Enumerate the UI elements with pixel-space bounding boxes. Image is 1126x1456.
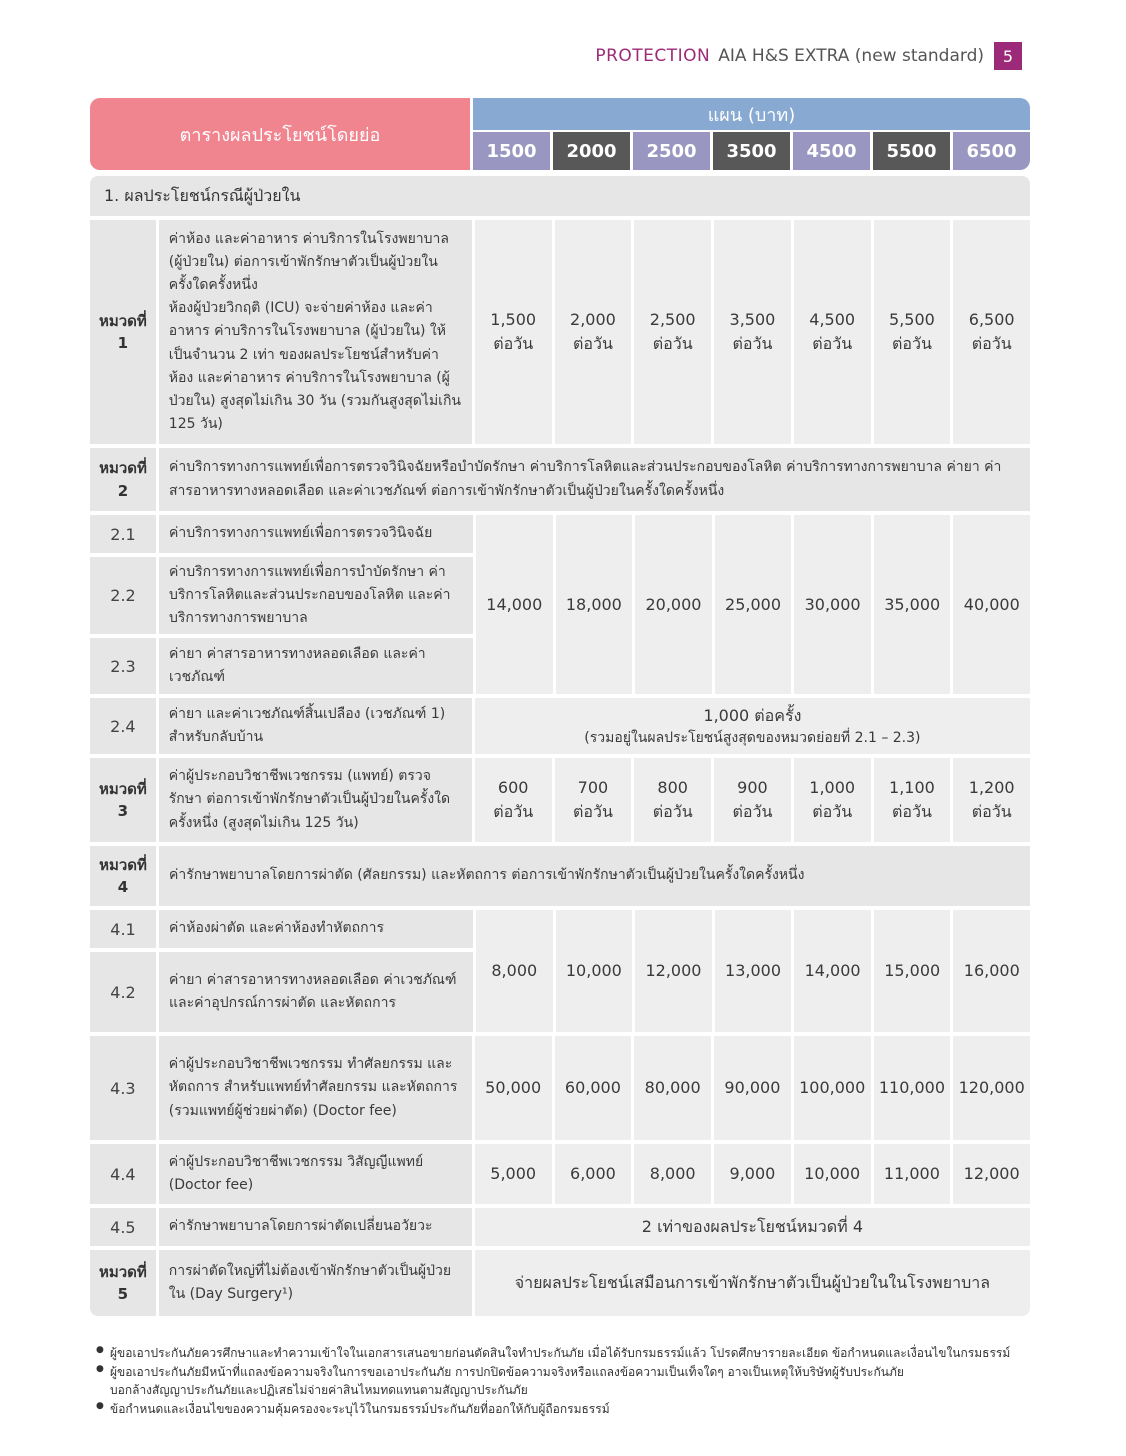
row-description: ค่ายา ค่าสารอาหารทางหลอดเลือด และค่าเวชภัณฑ์ bbox=[159, 638, 473, 694]
table-row bbox=[90, 448, 1030, 511]
spanned-value: จ่ายผลประโยชน์เสมือนการเข้าพักรักษาตัวเป็นผู้ป่วยในในโรงพยาบาล bbox=[475, 1250, 1030, 1316]
plan-col: 2000 bbox=[553, 132, 630, 170]
value-cell: 5,500 ต่อวัน bbox=[874, 220, 951, 444]
value-cell: 25,000 bbox=[715, 515, 792, 694]
value-cell: 10,000 bbox=[556, 910, 633, 1032]
row-description: ค่าผู้ประกอบวิชาชีพเวชกรรม ทำศัลยกรรม และหัตถการ สำหรับแพทย์ทำศัลยกรรม และหัตถการ (รวมแพทย์ผู้ช่วยผ่าตัด) (Doctor fee) bbox=[159, 1036, 472, 1140]
row-description: ค่าผู้ประกอบวิชาชีพเวชกรรม วิสัญญีแพทย์ (Doctor fee) bbox=[159, 1144, 472, 1204]
spanned-value: 1,000 ต่อครั้ง (รวมอยู่ในผลประโยชน์สูงสุดของหมวดย่อยที่ 2.1 – 2.3) bbox=[475, 698, 1030, 754]
table-row bbox=[90, 220, 1030, 444]
sub-number: 2.4 bbox=[90, 698, 156, 754]
value-cell: 1,500 ต่อวัน bbox=[475, 220, 552, 444]
spanned-value: 2 เท่าของผลประโยชน์หมวดที่ 4 bbox=[475, 1208, 1030, 1246]
row-description: ค่าบริการทางการแพทย์เพื่อการตรวจวินิจฉัย bbox=[159, 515, 473, 553]
footnote: ● ข้อกำหนดและเงื่อนไขของความคุ้มครองจะระบุไว้ในกรมธรรม์ประกันภัยที่ออกให้กับผู้ถือกรมธรรม์ bbox=[96, 1400, 1036, 1419]
value-cell: 6,500 ต่อวัน bbox=[953, 220, 1030, 444]
table-row bbox=[90, 846, 1030, 906]
benefit-table bbox=[90, 98, 1030, 1316]
table-row bbox=[90, 638, 473, 694]
value-cell: 4,500 ต่อวัน bbox=[794, 220, 871, 444]
value-cell: 5,000 bbox=[475, 1144, 552, 1204]
value-cell: 12,000 bbox=[635, 910, 712, 1032]
plan-col: 2500 bbox=[633, 132, 710, 170]
value-cell: 1,100 ต่อวัน bbox=[874, 758, 951, 842]
page-number: 5 bbox=[994, 42, 1022, 70]
row-description: ค่าบริการทางการแพทย์เพื่อการบำบัดรักษา ค่าบริการโลหิตและส่วนประกอบของโลหิต และค่าบริการทางการพยาบาล bbox=[159, 557, 473, 634]
value-cell: 8,000 bbox=[634, 1144, 711, 1204]
sub-number: 4.4 bbox=[90, 1144, 156, 1204]
sub-number: 4.1 bbox=[90, 910, 156, 948]
value-cell: 11,000 bbox=[874, 1144, 951, 1204]
value-cell: 15,000 bbox=[874, 910, 951, 1032]
row-description: ค่าผู้ประกอบวิชาชีพเวชกรรม (แพทย์) ตรวจรักษา ต่อการเข้าพักรักษาตัวเป็นผู้ป่วยในครั้งใดครั้งหนึ่ง (สูงสุดไม่เกิน 125 วัน) bbox=[159, 758, 472, 842]
footnote: ● ผู้ขอเอาประกันภัยควรศึกษาและทำความเข้าใจในเอกสารเสนอขายก่อนตัดสินใจทำประกันภัย เมื่อได้รับกรมธรรม์แล้ว โปรดศึกษารายละเอียด ข้อกำหนดและเงื่อนไขในกรมธรรม์ bbox=[96, 1344, 1036, 1363]
plan-col: 6500 bbox=[953, 132, 1030, 170]
row-description: ค่ารักษาพยาบาลโดยการผ่าตัดเปลี่ยนอวัยวะ bbox=[159, 1208, 472, 1246]
table-row bbox=[90, 1250, 1030, 1316]
value-cell: 8,000 bbox=[476, 910, 553, 1032]
footnote: ● ผู้ขอเอาประกันภัยมีหน้าที่แถลงข้อความจริงในการขอเอาประกันภัย การปกปิดข้อความจริงหรือแถลงข้อความเป็นเท็จใดๆ อาจเป็นเหตุให้บริษัทผู้รับประกันภัย บอกล้างสัญญาประกันภัยและปฏิเสธไม่จ่ายค่าสินไหมทดแทนตามสัญญาประกันภัย bbox=[96, 1363, 1036, 1400]
table-row bbox=[90, 1144, 1030, 1204]
table-row bbox=[90, 952, 473, 1032]
plan-header: แผน (บาท) bbox=[473, 98, 1030, 130]
value-cell: 12,000 bbox=[953, 1144, 1030, 1204]
sub-number: 2.3 bbox=[90, 638, 156, 694]
plan-columns bbox=[473, 132, 1030, 170]
value-cell: 100,000 bbox=[794, 1036, 871, 1140]
value-cell: 900 ต่อวัน bbox=[714, 758, 791, 842]
table-row bbox=[90, 1208, 1030, 1246]
value-cell: 1,200 ต่อวัน bbox=[953, 758, 1030, 842]
category-label: หมวดที่ 2 bbox=[90, 448, 156, 511]
value-cell: 110,000 bbox=[874, 1036, 951, 1140]
table-row bbox=[90, 758, 1030, 842]
table-row bbox=[90, 698, 1030, 754]
value-cell: 600 ต่อวัน bbox=[475, 758, 552, 842]
value-cell: 700 ต่อวัน bbox=[555, 758, 632, 842]
plan-col: 3500 bbox=[713, 132, 790, 170]
value-cell: 13,000 bbox=[715, 910, 792, 1032]
value-cell: 2,500 ต่อวัน bbox=[634, 220, 711, 444]
value-cell: 18,000 bbox=[556, 515, 633, 694]
table-header bbox=[90, 98, 1030, 170]
row-description: ค่ารักษาพยาบาลโดยการผ่าตัด (ศัลยกรรม) และหัตถการ ต่อการเข้าพักรักษาตัวเป็นผู้ป่วยในครั้งใดครั้งหนึ่ง bbox=[159, 846, 1030, 906]
value-cell: 50,000 bbox=[475, 1036, 552, 1140]
plan-col: 5500 bbox=[873, 132, 950, 170]
value-cell: 16,000 bbox=[953, 910, 1030, 1032]
row-group bbox=[90, 910, 1030, 1032]
value-cell: 35,000 bbox=[874, 515, 951, 694]
sub-number: 2.1 bbox=[90, 515, 156, 553]
value-cell: 90,000 bbox=[714, 1036, 791, 1140]
value-cell: 14,000 bbox=[476, 515, 553, 694]
value-cell: 60,000 bbox=[555, 1036, 632, 1140]
category-label: หมวดที่ 1 bbox=[90, 220, 156, 444]
value-cell: 20,000 bbox=[635, 515, 712, 694]
plan-col: 4500 bbox=[793, 132, 870, 170]
table-row bbox=[90, 910, 473, 948]
value-cell: 2,000 ต่อวัน bbox=[555, 220, 632, 444]
value-cell: 80,000 bbox=[634, 1036, 711, 1140]
brand-label: PROTECTION bbox=[595, 46, 711, 66]
section-title: 1. ผลประโยชน์กรณีผู้ป่วยใน bbox=[90, 176, 1030, 216]
category-label: หมวดที่ 3 bbox=[90, 758, 156, 842]
page-header bbox=[595, 42, 1022, 70]
value-cell: 800 ต่อวัน bbox=[634, 758, 711, 842]
sub-number: 4.5 bbox=[90, 1208, 156, 1246]
plan-col: 1500 bbox=[473, 132, 550, 170]
row-description: การผ่าตัดใหญ่ที่ไม่ต้องเข้าพักรักษาตัวเป็นผู้ป่วยใน (Day Surgery¹) bbox=[159, 1250, 472, 1316]
category-label: หมวดที่ 4 bbox=[90, 846, 156, 906]
value-cell: 30,000 bbox=[794, 515, 871, 694]
value-cell: 40,000 bbox=[953, 515, 1030, 694]
value-cell: 14,000 bbox=[794, 910, 871, 1032]
value-cell: 120,000 bbox=[953, 1036, 1030, 1140]
row-description: ค่ายา และค่าเวชภัณฑ์สิ้นเปลือง (เวชภัณฑ์ 1) สำหรับกลับบ้าน bbox=[159, 698, 472, 754]
table-row bbox=[90, 557, 473, 634]
row-group bbox=[90, 515, 1030, 694]
table-row bbox=[90, 515, 473, 553]
table-title: ตารางผลประโยชน์โดยย่อ bbox=[90, 98, 470, 170]
row-description: ค่าห้องผ่าตัด และค่าห้องทำหัตถการ bbox=[159, 910, 473, 948]
product-name: AIA H&S EXTRA (new standard) bbox=[718, 46, 984, 66]
value-cell: 3,500 ต่อวัน bbox=[714, 220, 791, 444]
sub-number: 2.2 bbox=[90, 557, 156, 634]
value-cell: 1,000 ต่อวัน bbox=[794, 758, 871, 842]
value-cell: 6,000 bbox=[555, 1144, 632, 1204]
category-label: หมวดที่ 5 bbox=[90, 1250, 156, 1316]
row-description: ค่าห้อง และค่าอาหาร ค่าบริการในโรงพยาบาล (ผู้ป่วยใน) ต่อการเข้าพักรักษาตัวเป็นผู้ป่วยใน ครั้งใดครั้งหนึ่ง ห้องผู้ป่วยวิกฤติ (ICU) จะจ่ายค่าห้อง และค่าอาหาร ค่าบริการในโรงพยาบาล (ผู้ป่วยใน) ให้เป็นจำนวน 2 เท่า ของผลประโยชน์สำหรับค่าห้อง และค่าอาหาร ค่าบริการในโรงพยาบาล (ผู้ป่วยใน) สูงสุดไม่เกิน 30 วัน (รวมกันสูงสุดไม่เกิน 125 วัน) bbox=[159, 220, 472, 444]
sub-number: 4.3 bbox=[90, 1036, 156, 1140]
footnotes bbox=[96, 1344, 1036, 1418]
row-description: ค่าบริการทางการแพทย์เพื่อการตรวจวินิจฉัยหรือบำบัดรักษา ค่าบริการโลหิตและส่วนประกอบของโลหิต ค่าบริการทางการพยาบาล ค่ายา ค่าสารอาหารทางหลอดเลือด และค่าเวชภัณฑ์ ต่อการเข้าพักรักษาตัวเป็นผู้ป่วยในครั้งใดครั้งหนึ่ง bbox=[159, 448, 1030, 511]
sub-number: 4.2 bbox=[90, 952, 156, 1032]
value-cell: 9,000 bbox=[714, 1144, 791, 1204]
row-description: ค่ายา ค่าสารอาหารทางหลอดเลือด ค่าเวชภัณฑ์ และค่าอุปกรณ์การผ่าตัด และหัตถการ bbox=[159, 952, 473, 1032]
value-cell: 10,000 bbox=[794, 1144, 871, 1204]
table-row bbox=[90, 1036, 1030, 1140]
